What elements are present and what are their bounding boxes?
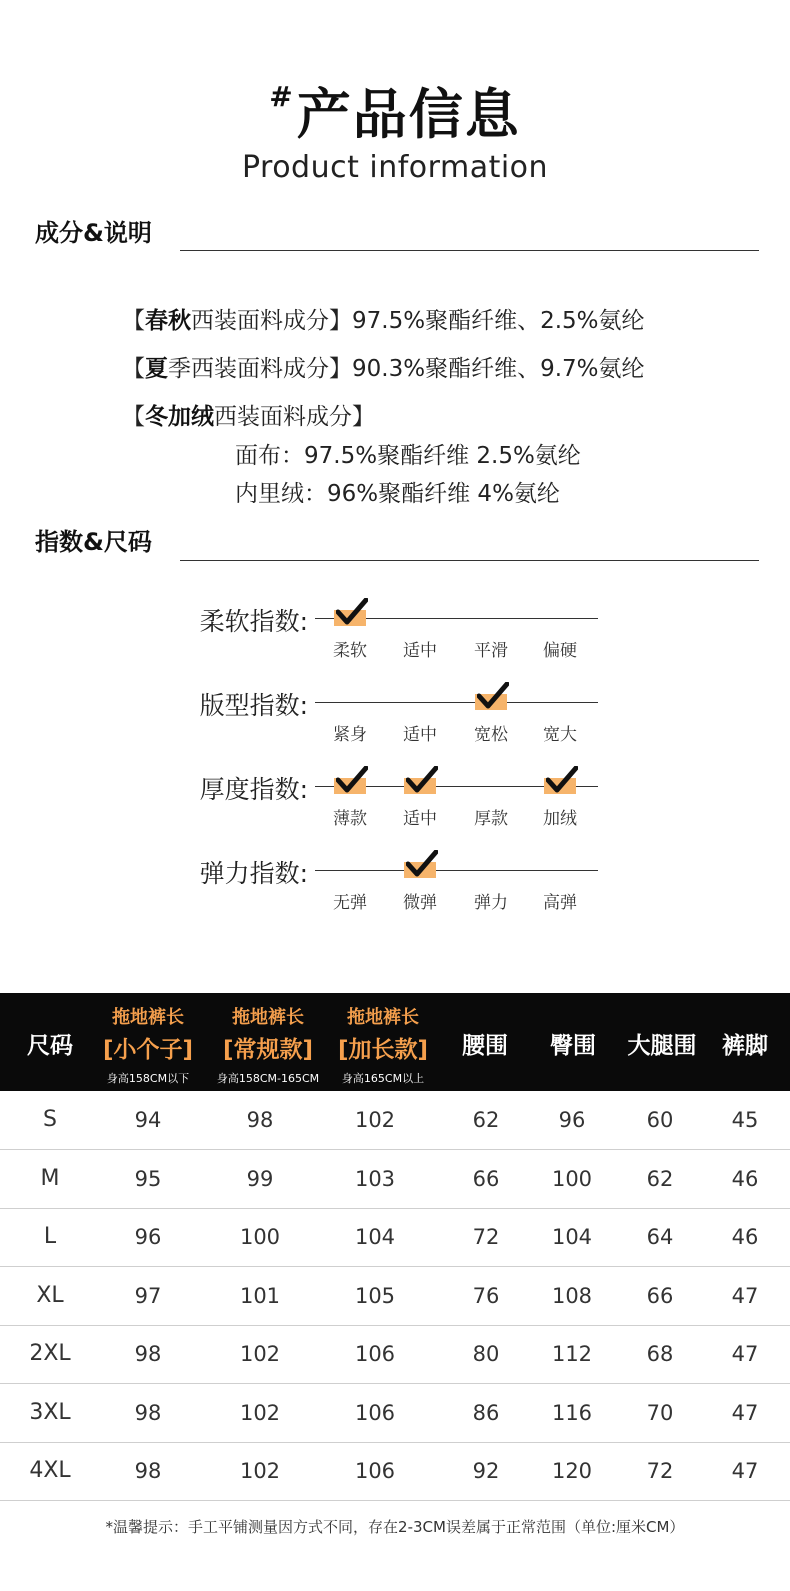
composition-sub-lining: 内里绒：96%聚酯纤维 4%氨纶 [235, 481, 560, 507]
check-mark-icon [334, 610, 366, 626]
page-title [0, 72, 790, 149]
table-cell: 60 [646, 1108, 674, 1132]
index-option: 薄款 [333, 809, 367, 829]
table-cell: 46 [731, 1166, 759, 1191]
col-length-height: 身高158CM以下 [106, 1072, 190, 1085]
composition-sub-outer: 面布：97.5%聚酯纤维 2.5%氨纶 [235, 443, 581, 469]
size-table-header [0, 993, 790, 1091]
col-hip: 臀围 [550, 1033, 596, 1059]
table-cell: 46 [731, 1225, 759, 1249]
hash-mark: # [269, 80, 295, 113]
table-cell: 100 [239, 1225, 281, 1249]
table-cell: 47 [731, 1459, 759, 1483]
index-track [315, 702, 598, 703]
composition-line-winter [122, 398, 375, 431]
table-cell: 70 [646, 1400, 674, 1425]
col-length-type: [加长款] [337, 1037, 429, 1063]
composition-text: 西装面料成分】 [214, 404, 375, 430]
index-label: 柔软指数: [199, 607, 308, 636]
table-cell: 64 [646, 1225, 674, 1249]
index-option: 加绒 [543, 809, 577, 829]
check-mark-icon [334, 778, 366, 794]
col-length-height: 身高165CM以上 [341, 1072, 425, 1085]
table-cell: 108 [551, 1283, 593, 1308]
table-cell: 98 [134, 1459, 162, 1483]
index-option: 无弹 [333, 893, 367, 913]
col-length-title: 拖地裤长 [112, 1007, 184, 1028]
table-cell: 96 [558, 1108, 586, 1132]
index-option: 偏硬 [543, 641, 577, 661]
size-cell: 4XL [29, 1458, 71, 1483]
table-row [0, 1150, 790, 1209]
table-cell: 98 [134, 1400, 162, 1425]
table-cell: 72 [646, 1459, 674, 1483]
measurement-note: *温馨提示：手工平铺测量因方式不同，存在2-3CM误差属于正常范围（单位:厘米CM） [105, 1518, 685, 1536]
index-option: 适中 [403, 809, 437, 829]
col-length-petite [88, 1003, 208, 1086]
table-cell: 80 [472, 1342, 500, 1366]
index-option: 适中 [403, 641, 437, 661]
season-label: 夏 [145, 356, 168, 382]
composition-section-title: 成分&说明 [35, 219, 152, 247]
table-cell: 66 [646, 1283, 674, 1308]
season-label: 春秋 [145, 308, 191, 334]
table-cell: 47 [731, 1342, 759, 1366]
index-option: 紧身 [333, 725, 367, 745]
table-cell: 102 [239, 1400, 281, 1425]
page-subtitle: Product information [241, 150, 549, 185]
composition-divider [180, 250, 759, 251]
size-cell: S [43, 1107, 57, 1132]
table-cell: 102 [239, 1342, 281, 1366]
check-mark-icon [404, 778, 436, 794]
table-cell: 98 [246, 1108, 274, 1132]
index-option: 弹力 [474, 893, 508, 913]
index-option: 柔软 [333, 641, 367, 661]
index-option: 平滑 [474, 641, 508, 661]
table-cell: 47 [731, 1400, 759, 1425]
composition-line-summer [122, 350, 645, 383]
table-cell: 45 [731, 1108, 759, 1132]
table-cell: 112 [551, 1342, 593, 1366]
table-cell: 101 [239, 1283, 281, 1308]
table-cell: 106 [354, 1342, 396, 1366]
index-option: 微弹 [403, 893, 437, 913]
check-mark-icon [544, 778, 576, 794]
table-cell: 76 [472, 1283, 500, 1308]
indices-divider [180, 560, 759, 561]
check-mark-icon [475, 694, 507, 710]
table-cell: 97 [134, 1283, 162, 1308]
season-label: 冬加绒 [145, 404, 214, 430]
index-label: 厚度指数: [199, 775, 308, 804]
col-length-type: [常规款] [222, 1037, 314, 1063]
col-size: 尺码 [27, 1033, 73, 1059]
table-cell: 47 [731, 1283, 759, 1308]
bracket: 【 [122, 404, 145, 430]
table-cell: 106 [354, 1459, 396, 1483]
size-cell: 3XL [29, 1399, 71, 1425]
col-hem: 裤脚 [722, 1033, 768, 1059]
title-text: 产品信息 [296, 83, 521, 146]
col-length-regular [203, 1003, 333, 1086]
table-cell: 103 [354, 1166, 396, 1191]
composition-text: 季西装面料成分】90.3%聚酯纤维、9.7%氨纶 [168, 356, 645, 382]
table-cell: 116 [551, 1400, 593, 1425]
table-cell: 106 [354, 1400, 396, 1425]
composition-line-spring-autumn [122, 302, 645, 335]
index-track [315, 870, 598, 871]
table-row [0, 1091, 790, 1150]
size-cell: M [40, 1165, 60, 1191]
index-option: 适中 [403, 725, 437, 745]
check-mark-icon [404, 862, 436, 878]
col-length-title: 拖地裤长 [347, 1007, 419, 1028]
index-option: 厚款 [474, 809, 508, 829]
index-option: 宽大 [543, 725, 577, 745]
table-cell: 99 [246, 1166, 274, 1191]
table-cell: 66 [472, 1166, 500, 1191]
table-cell: 72 [472, 1225, 500, 1249]
table-cell: 95 [134, 1166, 162, 1191]
col-length-type: [小个子] [102, 1037, 194, 1063]
table-cell: 120 [551, 1459, 593, 1483]
table-cell: 102 [354, 1108, 396, 1132]
size-cell: 2XL [29, 1341, 71, 1366]
table-cell: 86 [472, 1400, 500, 1425]
index-option: 高弹 [543, 893, 577, 913]
indices-section-title: 指数&尺码 [35, 528, 152, 556]
table-row [0, 1208, 790, 1267]
table-row [0, 1384, 790, 1443]
col-length-title: 拖地裤长 [232, 1007, 304, 1028]
table-cell: 104 [354, 1225, 396, 1249]
size-cell: XL [36, 1282, 64, 1308]
table-cell: 102 [239, 1459, 281, 1483]
size-cell: L [43, 1224, 57, 1249]
table-cell: 100 [551, 1166, 593, 1191]
table-cell: 68 [646, 1342, 674, 1366]
col-length-long [318, 1003, 448, 1086]
index-label: 版型指数: [199, 691, 308, 720]
composition-text: 西装面料成分】97.5%聚酯纤维、2.5%氨纶 [191, 308, 645, 334]
table-row [0, 1267, 790, 1326]
table-cell: 62 [646, 1166, 674, 1191]
table-cell: 62 [472, 1108, 500, 1132]
table-cell: 96 [134, 1225, 162, 1249]
col-thigh: 大腿围 [627, 1033, 697, 1059]
col-waist: 腰围 [462, 1033, 508, 1059]
bracket: 【 [122, 308, 145, 334]
table-cell: 94 [134, 1108, 162, 1132]
col-length-height: 身高158CM-165CM [216, 1072, 320, 1085]
index-option: 宽松 [474, 725, 508, 745]
table-cell: 104 [551, 1225, 593, 1249]
table-cell: 92 [472, 1459, 500, 1483]
table-cell: 105 [354, 1283, 396, 1308]
bracket: 【 [122, 356, 145, 382]
table-row [0, 1325, 790, 1384]
table-row [0, 1442, 790, 1501]
index-label: 弹力指数: [199, 859, 308, 888]
table-cell: 98 [134, 1342, 162, 1366]
